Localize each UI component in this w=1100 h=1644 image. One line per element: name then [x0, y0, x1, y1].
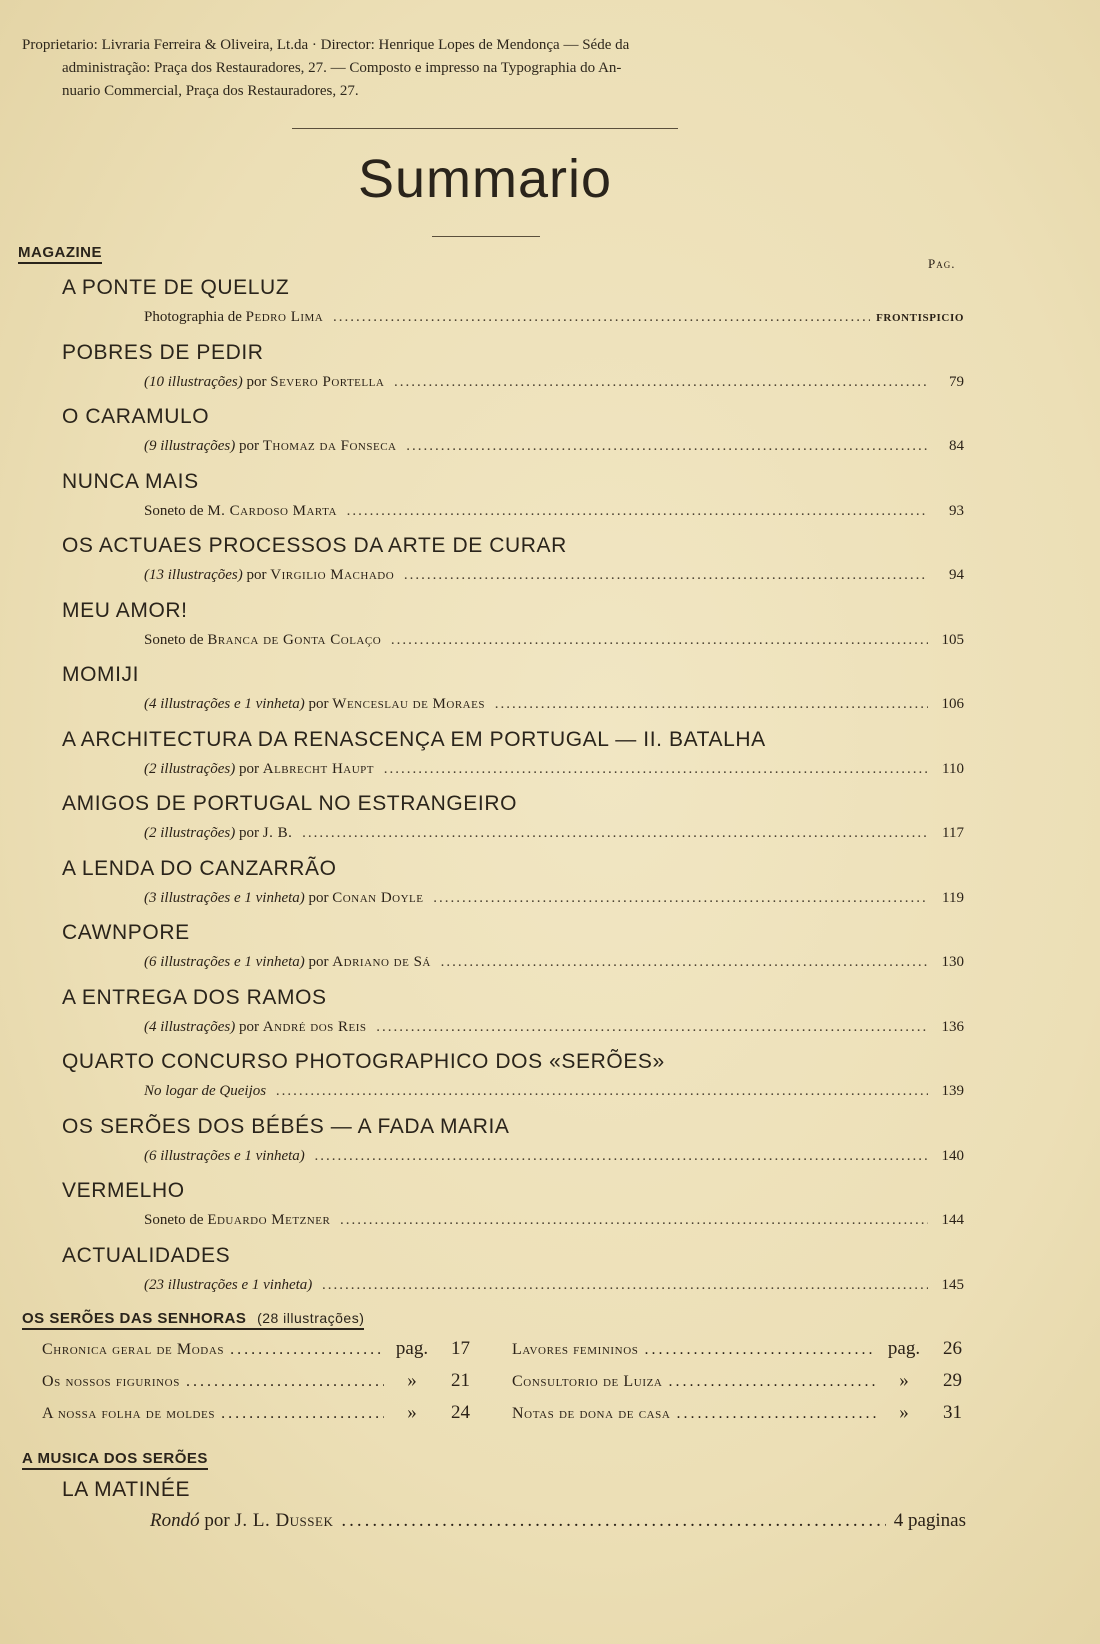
entry-detail: [144, 567, 964, 584]
entry-title: A ENTREGA DOS RAMOS: [62, 986, 327, 1009]
imprint-line-2: administração: Praça dos Restauradores, 27. — Composto e impresso na Typographia do An-: [62, 60, 622, 76]
entry-by: Soneto de: [144, 503, 204, 519]
entry-detail: [144, 890, 964, 907]
music-detail: [150, 1510, 966, 1532]
dot-leader: [322, 1277, 928, 1294]
senhoras-item-label: »: [899, 1402, 909, 1423]
entry-title: NUNCA MAIS: [62, 470, 199, 493]
entry-author: Conan Doyle: [332, 890, 424, 906]
entry-author: Virgilio Machado: [270, 567, 395, 583]
entry-title: O CARAMULO: [62, 405, 210, 428]
senhoras-item-label: »: [407, 1402, 417, 1423]
senhoras-item-name: Os nossos figurinos: [42, 1373, 180, 1390]
entry-page: 139: [941, 1083, 964, 1099]
entry-page: 84: [949, 438, 964, 454]
entry-author: Thomaz da Fonseca: [262, 438, 397, 454]
entry-by: por: [308, 954, 329, 970]
page-column-label: Pag.: [928, 256, 956, 271]
entry-title: OS ACTUAES PROCESSOS DA ARTE DE CURAR: [62, 534, 567, 557]
entry-author: Pedro Lima: [245, 309, 324, 325]
entry-detail: [144, 632, 964, 649]
senhoras-item-label: »: [899, 1370, 909, 1391]
dot-leader: [333, 309, 870, 326]
entry-detail: [144, 761, 964, 778]
dot-leader: [384, 761, 928, 778]
senhoras-item-page: 31: [943, 1402, 962, 1423]
entry-page: 117: [942, 825, 964, 841]
senhoras-item: [42, 1370, 470, 1392]
imprint-block: [22, 34, 962, 103]
entry-title: CAWNPORE: [62, 921, 190, 944]
entry-title: POBRES DE PEDIR: [62, 341, 264, 364]
entry-title: VERMELHO: [62, 1179, 185, 1202]
entry-by: Soneto de: [144, 1212, 204, 1228]
entry-desc: (10 illustrações): [144, 374, 243, 390]
entry-page: 144: [941, 1212, 964, 1228]
dot-leader: [302, 825, 928, 842]
dot-leader: [221, 1405, 384, 1423]
music-title: LA MATINÉE: [62, 1478, 191, 1501]
dot-leader: [276, 1083, 928, 1100]
page-title: Summario: [357, 149, 613, 209]
dot-leader: [644, 1341, 876, 1359]
entry-desc: (2 illustrações): [144, 825, 236, 841]
entry-page: 136: [941, 1019, 964, 1035]
entry-by: por: [246, 567, 267, 583]
senhoras-item-name: Notas de dona de casa: [512, 1405, 671, 1422]
entry-detail: [144, 438, 964, 455]
title-underline: [432, 236, 540, 237]
music-page: 4 paginas: [893, 1510, 966, 1531]
senhoras-note: (28 illustrações): [257, 1310, 365, 1326]
entry-title: AMIGOS DE PORTUGAL NO ESTRANGEIRO: [62, 792, 518, 815]
dot-leader: [668, 1373, 876, 1391]
entry-detail: [144, 1083, 964, 1100]
entry-title: OS SERÕES DOS BÉBÉS — A FADA MARIA: [62, 1115, 510, 1138]
entry-page: FRONTISPICIO: [876, 312, 964, 324]
dot-leader: [347, 503, 928, 520]
senhoras-item-label: »: [407, 1370, 417, 1391]
entry-by: por: [239, 761, 259, 777]
entry-author: Severo Portella: [270, 374, 385, 390]
entry-page: 106: [941, 696, 964, 712]
entry-detail: [144, 825, 964, 842]
entry-detail: [144, 1212, 964, 1229]
entry-by: por: [239, 1019, 259, 1035]
imprint-line-1: Proprietario: Livraria Ferreira & Oliveira, Lt.da · Director: Henrique Lopes de Mendonça — Séde da: [22, 37, 630, 53]
dot-leader: [340, 1212, 928, 1229]
entry-title: A ARCHITECTURA DA RENASCENÇA EM PORTUGAL — II. BATALHA: [62, 728, 766, 751]
entry-page: 110: [942, 761, 964, 777]
entry-page: 79: [949, 374, 964, 390]
dot-leader: [186, 1373, 384, 1391]
dot-leader: [406, 438, 928, 455]
dot-leader: [441, 954, 928, 971]
senhoras-item-page: 21: [451, 1370, 470, 1391]
senhoras-item-name: Lavores femininos: [512, 1341, 639, 1358]
entry-detail: [144, 954, 964, 971]
entry-desc: (2 illustrações): [144, 761, 236, 777]
entry-desc: (4 illustrações): [144, 1019, 236, 1035]
entry-author: Branca de Gonta Colaço: [207, 632, 382, 648]
entry-desc: (13 illustrações): [144, 567, 243, 583]
entry-by: por: [308, 890, 329, 906]
entry-detail: [144, 696, 964, 713]
top-divider: [292, 128, 678, 129]
dot-leader: [495, 696, 928, 713]
entry-title: ACTUALIDADES: [62, 1244, 231, 1267]
entry-by: por: [239, 825, 259, 841]
imprint-line-3: nuario Commercial, Praça dos Restauradores, 27.: [62, 83, 359, 99]
music-author: J. L. Dussek: [234, 1510, 334, 1531]
senhoras-item-page: 26: [943, 1338, 962, 1359]
entry-page: 94: [949, 567, 964, 583]
senhoras-item-label: pag.: [395, 1338, 429, 1359]
entry-detail: [144, 309, 964, 326]
dot-leader: [433, 890, 928, 907]
senhoras-item-page: 17: [451, 1338, 470, 1359]
dot-leader: [341, 1510, 885, 1532]
entry-by: por: [239, 438, 259, 454]
entry-by: Soneto de: [144, 632, 204, 648]
entry-author: Albrecht Haupt: [262, 761, 375, 777]
entry-author: J. B.: [262, 825, 293, 841]
entry-desc: (4 illustrações e 1 vinheta): [144, 696, 305, 712]
senhoras-item-page: 24: [451, 1402, 470, 1423]
dot-leader: [404, 567, 928, 584]
entry-detail: [144, 1019, 964, 1036]
entry-by: por: [246, 374, 267, 390]
senhoras-item-name: Consultorio de Luiza: [512, 1373, 663, 1390]
entry-author: Eduardo Metzner: [207, 1212, 331, 1228]
dot-leader: [391, 632, 928, 649]
senhoras-item-page: 29: [943, 1370, 962, 1391]
entry-title: A LENDA DO CANZARRÃO: [62, 857, 337, 880]
entry-author: André dos Reis: [262, 1019, 367, 1035]
senhoras-item-name: Chronica geral de Modas: [42, 1341, 225, 1358]
entry-desc: No logar de Queijos: [144, 1083, 267, 1099]
entry-page: 130: [941, 954, 964, 970]
senhoras-item-name: A nossa folha de moldes: [42, 1405, 216, 1422]
section-heading-musica: A MUSICA DOS SERÕES: [22, 1450, 208, 1470]
entry-page: 145: [941, 1277, 964, 1293]
entry-detail: [144, 503, 964, 520]
music-desc: Rondó: [150, 1510, 200, 1531]
entry-title: A PONTE DE QUELUZ: [62, 276, 290, 299]
dot-leader: [394, 374, 928, 391]
entry-page: 119: [942, 890, 964, 906]
dot-leader: [315, 1148, 928, 1165]
entry-desc: (23 illustrações e 1 vinheta): [144, 1277, 313, 1293]
senhoras-item: [42, 1402, 470, 1424]
entry-author: M. Cardoso Marta: [207, 503, 337, 519]
entry-desc: (6 illustrações e 1 vinheta): [144, 954, 305, 970]
entry-title: MEU AMOR!: [62, 599, 188, 622]
entry-page: 93: [949, 503, 964, 519]
entry-page: 105: [941, 632, 964, 648]
entry-detail: [144, 374, 964, 391]
section-heading-senhoras: [22, 1310, 364, 1330]
senhoras-item: [512, 1338, 962, 1360]
entry-title: MOMIJI: [62, 663, 140, 686]
senhoras-item-label: pag.: [887, 1338, 921, 1359]
entry-detail: [144, 1148, 964, 1165]
dot-leader: [676, 1405, 876, 1423]
senhoras-item: [42, 1338, 470, 1360]
senhoras-heading: OS SERÕES DAS SENHORAS: [22, 1310, 247, 1327]
senhoras-item: [512, 1402, 962, 1424]
entry-desc: (3 illustrações e 1 vinheta): [144, 890, 305, 906]
entry-detail: [144, 1277, 964, 1294]
entry-desc: (9 illustrações): [144, 438, 236, 454]
entry-desc: (6 illustrações e 1 vinheta): [144, 1148, 305, 1164]
music-by: por: [204, 1510, 230, 1531]
entry-by: por: [308, 696, 329, 712]
senhoras-item: [512, 1370, 962, 1392]
dot-leader: [230, 1341, 384, 1359]
entry-title: QUARTO CONCURSO PHOTOGRAPHICO DOS «SERÕES»: [62, 1050, 665, 1073]
section-heading-magazine: MAGAZINE: [18, 244, 102, 264]
entry-author: Wenceslau de Moraes: [332, 696, 485, 712]
entry-author: Adriano de Sá: [332, 954, 431, 970]
entry-page: 140: [941, 1148, 964, 1164]
entry-by: Photographia de: [144, 309, 242, 325]
dot-leader: [376, 1019, 928, 1036]
